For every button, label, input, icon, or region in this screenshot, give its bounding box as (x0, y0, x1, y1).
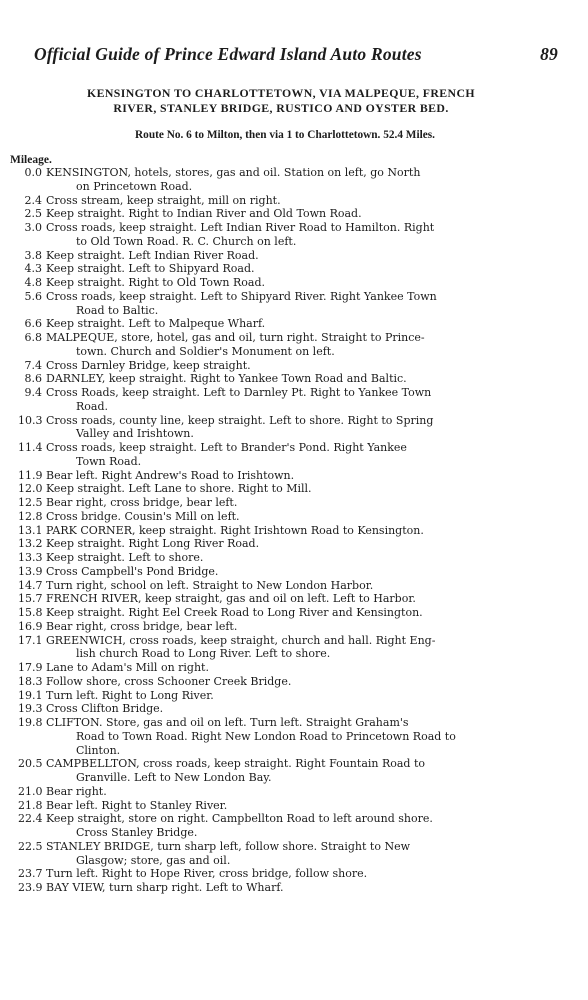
running-title: Official Guide of Prince Edward Island Auto Routes (34, 44, 422, 64)
mileage-entry (18, 276, 552, 290)
direction-line: Town Road. (76, 454, 142, 468)
mileage-entry (18, 166, 552, 194)
mileage-value: 6.8 (24, 331, 42, 344)
mileage-value: 21.8 (18, 798, 43, 812)
direction-line: MALPEQUE, store, hotel, gas and oil, turn right. Straight to Prince- (46, 331, 425, 344)
direction-line: Bear left. Right to Stanley River. (46, 798, 228, 812)
direction-text (46, 537, 552, 551)
direction-line: KENSINGTON, hotels, stores, gas and oil. Station on left, go North (46, 166, 421, 179)
direction-text (46, 262, 552, 276)
mileage-value: 2.5 (24, 207, 42, 221)
direction-line: Cross Stanley Bridge. (76, 826, 198, 839)
direction-text (46, 675, 552, 689)
mileage-value: 6.6 (24, 317, 42, 331)
direction-line: Keep straight. Right Long River Road. (46, 537, 260, 551)
mileage-entry (18, 290, 552, 318)
direction-text (46, 716, 552, 757)
running-head (34, 44, 558, 65)
mileage-entry (18, 359, 552, 373)
direction-text (46, 482, 552, 496)
direction-text (46, 565, 552, 579)
direction-line: Turn left. Right to Long River. (46, 688, 214, 702)
direction-line: Cross Campbell's Pond Bridge. (46, 564, 219, 578)
mileage-value: 13.3 (18, 551, 43, 564)
direction-text (46, 359, 552, 373)
mileage-value: 10.3 (18, 413, 43, 427)
direction-line: Granville. Left to New London Bay. (76, 771, 272, 784)
mileage-value: 18.3 (18, 674, 43, 688)
mileage-value: 17.1 (18, 633, 43, 647)
direction-line: Turn left. Right to Hope River, cross bridge, follow shore. (46, 867, 368, 881)
mileage-value: 23.7 (18, 867, 43, 881)
direction-line: Road to Town Road. Right New London Road to Princetown Road to (76, 729, 456, 743)
mileage-value: 0.0 (24, 166, 42, 179)
mileage-value: 5.6 (24, 289, 42, 303)
direction-text (46, 317, 552, 331)
mileage-value: 14.7 (18, 578, 43, 592)
direction-text (46, 372, 552, 386)
direction-line: Cross roads, keep straight. Left Indian River Road to Hamilton. Right (46, 221, 435, 234)
direction-text (46, 867, 552, 881)
mileage-value: 21.0 (18, 784, 43, 798)
mileage-entry (18, 812, 552, 840)
direction-line: BAY VIEW, turn sharp right. Left to Wharf. (46, 881, 284, 894)
direction-text (46, 386, 552, 414)
mileage-entry (18, 565, 552, 579)
mileage-value: 3.8 (24, 248, 42, 262)
direction-text (46, 496, 552, 510)
direction-text (46, 441, 552, 469)
mileage-entry (18, 757, 552, 785)
mileage-entry (18, 386, 552, 414)
mileage-entry (18, 510, 552, 524)
mileage-value: 11.4 (18, 441, 43, 454)
mileage-entry (18, 441, 552, 469)
mileage-entry (18, 524, 552, 538)
direction-text (46, 510, 552, 524)
mileage-value: 4.8 (24, 276, 42, 289)
direction-line: GREENWICH, cross roads, keep straight, church and hall. Right Eng- (46, 633, 436, 647)
mileage-entry (18, 469, 552, 483)
mileage-value: 12.8 (18, 509, 43, 523)
mileage-value: 22.4 (18, 812, 43, 826)
direction-line: PARK CORNER, keep straight. Right Irishtown Road to Kensington. (46, 523, 424, 537)
mileage-value: 7.4 (24, 358, 42, 372)
direction-line: Cross Clifton Bridge. (46, 702, 164, 716)
direction-text (46, 881, 552, 895)
mileage-entry (18, 579, 552, 593)
direction-line: CAMPBELLTON, cross roads, keep straight. Right Fountain Road to (46, 757, 426, 771)
direction-line: Keep straight. Right to Old Town Road. (46, 276, 265, 289)
mileage-entry (18, 414, 552, 442)
mileage-log (18, 166, 552, 895)
mileage-entry (18, 840, 552, 868)
direction-line: Keep straight. Right Eel Creek Road to Long River and Kensington. (46, 606, 423, 619)
direction-line: Cross bridge. Cousin's Mill on left. (46, 509, 240, 523)
mileage-entry (18, 372, 552, 386)
direction-text (46, 207, 552, 221)
page-number: 89 (540, 44, 558, 64)
direction-line: Keep straight, store on right. Campbellton Road to left around shore. (46, 812, 433, 826)
direction-text (46, 840, 552, 868)
direction-text (46, 524, 552, 538)
mileage-value: 3.0 (24, 221, 42, 234)
direction-text (46, 799, 552, 813)
direction-line: Valley and Irishtown. (76, 427, 194, 441)
mileage-value: 13.2 (18, 537, 43, 551)
direction-text (46, 634, 552, 662)
mileage-value: 19.1 (18, 688, 43, 702)
route-note: Route No. 6 to Milton, then via 1 to Charlottetown. 52.4 Miles. (135, 129, 435, 141)
direction-line: Clinton. (76, 743, 121, 757)
direction-line: Bear right, cross bridge, bear left. (46, 619, 238, 633)
direction-line: Lane to Adam's Mill on right. (46, 661, 209, 674)
direction-line: Follow shore, cross Schooner Creek Bridge. (46, 674, 292, 688)
mileage-entry (18, 262, 552, 276)
mileage-entry (18, 661, 552, 675)
route-title-line-2: RIVER, STANLEY BRIDGE, RUSTICO AND OYSTER BED. (113, 101, 449, 115)
mileage-value: 8.6 (24, 372, 42, 386)
mileage-entry (18, 867, 552, 881)
direction-text (46, 414, 552, 442)
direction-text (46, 661, 552, 675)
direction-text (46, 579, 552, 593)
direction-text (46, 194, 552, 208)
direction-line: town. Church and Soldier's Monument on left. (76, 344, 335, 358)
mileage-entry (18, 716, 552, 757)
direction-line: on Princetown Road. (76, 179, 193, 193)
direction-text (46, 166, 552, 194)
mileage-entry (18, 881, 552, 895)
mileage-entry (18, 537, 552, 551)
direction-text (46, 757, 552, 785)
mileage-value: 13.1 (18, 523, 43, 537)
direction-text (46, 812, 552, 840)
mileage-value: 22.5 (18, 839, 43, 853)
direction-line: DARNLEY, keep straight. Right to Yankee Town Road and Baltic. (46, 372, 407, 386)
mileage-entry (18, 194, 552, 208)
mileage-header: Mileage. (10, 154, 52, 166)
mileage-entry (18, 606, 552, 620)
mileage-entry (18, 799, 552, 813)
direction-text (46, 620, 552, 634)
mileage-value: 23.9 (18, 881, 43, 894)
direction-line: lish church Road to Long River. Left to shore. (76, 647, 331, 661)
direction-text (46, 551, 552, 565)
mileage-value: 12.0 (18, 482, 43, 496)
mileage-value: 17.9 (18, 661, 43, 674)
direction-line: FRENCH RIVER, keep straight, gas and oil on left. Left to Harbor. (46, 592, 416, 606)
mileage-entry (18, 702, 552, 716)
direction-text (46, 592, 552, 606)
direction-text (46, 785, 552, 799)
direction-line: Keep straight. Left Indian River Road. (46, 248, 259, 262)
direction-line: Cross roads, keep straight. Left to Brander's Pond. Right Yankee (46, 441, 407, 454)
mileage-entry (18, 317, 552, 331)
mileage-entry (18, 331, 552, 359)
direction-line: Glasgow; store, gas and oil. (76, 853, 231, 867)
direction-line: Keep straight. Left to Malpeque Wharf. (46, 317, 266, 331)
direction-text (46, 249, 552, 263)
mileage-value: 19.3 (18, 702, 43, 716)
direction-line: to Old Town Road. R. C. Church on left. (76, 234, 297, 248)
direction-text (46, 606, 552, 620)
direction-line: Bear right. (46, 784, 107, 798)
mileage-value: 13.9 (18, 564, 43, 578)
mileage-entry (18, 221, 552, 249)
mileage-value: 15.8 (18, 606, 43, 619)
direction-line: STANLEY BRIDGE, turn sharp left, follow shore. Straight to New (46, 839, 411, 853)
direction-line: Turn right, school on left. Straight to New London Harbor. (46, 578, 374, 592)
direction-text (46, 469, 552, 483)
direction-text (46, 290, 552, 318)
mileage-value: 11.9 (18, 468, 43, 482)
direction-line: Cross roads, county line, keep straight. Left to shore. Right to Spring (46, 413, 434, 427)
direction-line: CLIFTON. Store, gas and oil on left. Turn left. Straight Graham's (46, 716, 409, 729)
mileage-entry (18, 634, 552, 662)
direction-line: Keep straight. Left Lane to shore. Right to Mill. (46, 482, 312, 496)
route-title-line-1: KENSINGTON TO CHARLOTTETOWN, VIA MALPEQUE, FRENCH (87, 86, 475, 100)
mileage-value: 4.3 (24, 262, 42, 276)
direction-text (46, 689, 552, 703)
direction-line: Cross stream, keep straight, mill on right. (46, 193, 281, 207)
mileage-value: 20.5 (18, 757, 43, 771)
mileage-value: 16.9 (18, 619, 43, 633)
mileage-entry (18, 689, 552, 703)
direction-text (46, 276, 552, 290)
direction-line: Road. (76, 399, 109, 413)
mileage-entry (18, 249, 552, 263)
mileage-entry (18, 207, 552, 221)
direction-line: Keep straight. Left to shore. (46, 551, 204, 564)
direction-text (46, 702, 552, 716)
direction-line: Cross Darnley Bridge, keep straight. (46, 358, 251, 372)
mileage-entry (18, 496, 552, 510)
mileage-value: 9.4 (24, 386, 42, 399)
mileage-value: 2.4 (24, 193, 42, 207)
mileage-entry (18, 551, 552, 565)
direction-line: Bear left. Right Andrew's Road to Irishtown. (46, 468, 295, 482)
mileage-entry (18, 675, 552, 689)
mileage-value: 15.7 (18, 592, 43, 606)
mileage-entry (18, 785, 552, 799)
direction-line: Cross Roads, keep straight. Left to Darnley Pt. Right to Yankee Town (46, 386, 432, 399)
direction-text (46, 221, 552, 249)
direction-line: Keep straight. Left to Shipyard Road. (46, 262, 255, 276)
direction-line: Keep straight. Right to Indian River and Old Town Road. (46, 207, 362, 221)
direction-line: Cross roads, keep straight. Left to Shipyard River. Right Yankee Town (46, 289, 437, 303)
direction-line: Road to Baltic. (76, 303, 159, 317)
route-title (18, 86, 552, 116)
direction-text (46, 331, 552, 359)
mileage-value: 19.8 (18, 716, 43, 729)
mileage-value: 12.5 (18, 496, 43, 509)
direction-line: Bear right, cross bridge, bear left. (46, 496, 238, 509)
mileage-entry (18, 620, 552, 634)
mileage-entry (18, 482, 552, 496)
mileage-entry (18, 592, 552, 606)
